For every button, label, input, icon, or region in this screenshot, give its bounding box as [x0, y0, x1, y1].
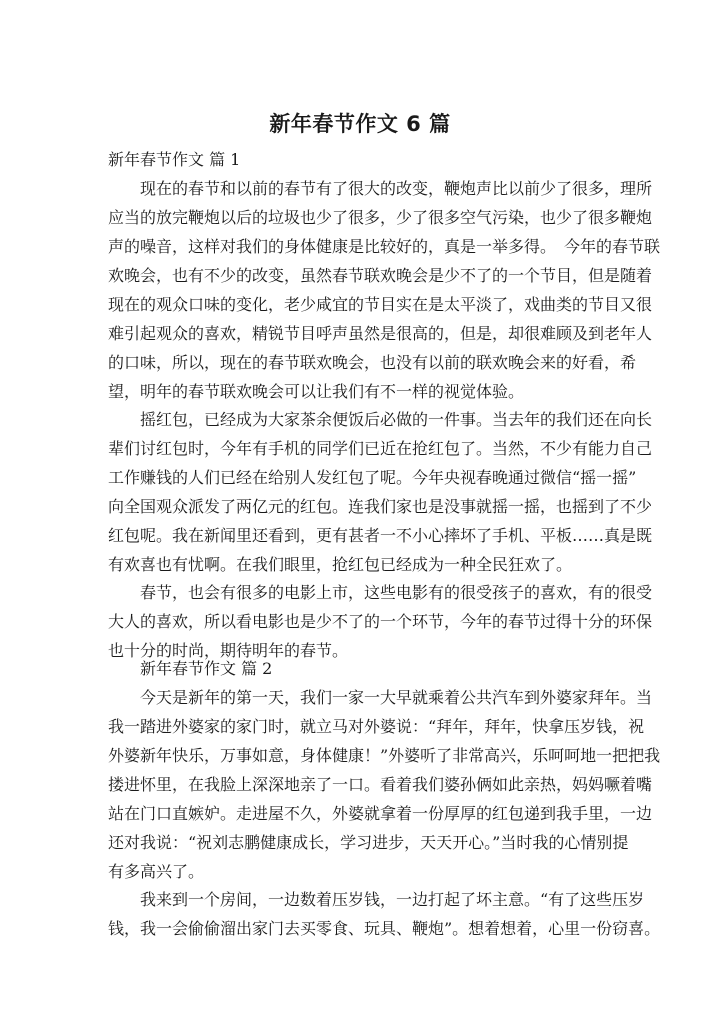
text-line: 今天是新年的第一天，我们一家一大早就乘着公共汽车到外婆家拜年。当	[108, 688, 653, 707]
text-line: 向全国观众派发了两亿元的红包。连我们家也是没事就摇一摇，也摇到了不少	[108, 497, 653, 516]
text-line: 辈们讨红包时，今年有手机的同学们已近在抢红包了。当然，不少有能力自己	[108, 439, 653, 458]
text-line: 声的噪音，这样对我们的身体健康是比较好的，真是一举多得。 今年的春节联	[108, 237, 661, 256]
text-line: 难引起观众的喜欢，精锐节目呼声虽然是很高的，但是，却很难顾及到老年人	[108, 324, 653, 343]
text-line: 应当的放完鞭炮以后的垃圾也少了很多，少了很多空气污染，也少了很多鞭炮	[108, 208, 653, 227]
text-line: 有多高兴了。	[108, 862, 205, 881]
text-line: 现在的春节和以前的春节有了很大的改变，鞭炮声比以前少了很多，理所	[108, 179, 653, 198]
text-line: 欢晚会，也有不少的改变，虽然春节联欢晚会是少不了的一个节目，但是随着	[108, 266, 653, 285]
text-line: 也十分的时尚，期待明年的春节。	[108, 641, 349, 660]
text-line: 站在门口直嫉妒。走进屋不久，外婆就拿着一份厚厚的红包递到我手里，一边	[108, 804, 653, 823]
text-line: 望，明年的春节联欢晚会可以让我们有不一样的视觉体验。	[108, 382, 525, 401]
text-line: 钱，我一会偷偷溜出家门去买零食、玩具、鞭炮”。想着想着，心里一份窃喜。	[108, 919, 661, 938]
text-line: 春节，也会有很多的电影上市，这些电影有的很受孩子的喜欢，有的很受	[108, 583, 653, 602]
paragraph-3	[108, 578, 653, 665]
text-line: 摇红包，已经成为大家茶余便饭后必做的一件事。当去年的我们还在向长	[108, 410, 653, 429]
text-line: 我一踏进外婆家的家门时，就立马对外婆说：“拜年，拜年，快拿压岁钱，祝	[108, 717, 645, 736]
text-line: 工作赚钱的人们已经在给别人发红包了呢。今年央视春晚通过微信“摇一摇”	[108, 468, 637, 487]
text-line: 现在的观众口味的变化，老少咸宜的节目实在是太平淡了，戏曲类的节目又很	[108, 295, 653, 314]
text-line: 我来到一个房间，一边数着压岁钱，一边打起了坏主意。“有了这些压岁	[108, 890, 645, 909]
paragraph-2	[108, 405, 653, 579]
text-line: 的口味，所以，现在的春节联欢晚会，也没有以前的联欢晚会来的好看，希	[108, 353, 637, 372]
paragraph-4	[108, 683, 661, 886]
section-heading-2: 新年春节作文 篇 2	[140, 659, 273, 678]
text-line: 外婆新年快乐，万事如意，身体健康！”外婆听了非常高兴，乐呵呵地一把把我	[108, 746, 661, 765]
text-line: 搂进怀里，在我脸上深深地亲了一口。看着我们婆孙俩如此亲热，妈妈噘着嘴	[108, 775, 653, 794]
paragraph-1	[108, 174, 661, 406]
paragraph-5	[108, 885, 661, 943]
section-heading-1: 新年春节作文 篇 1	[108, 150, 241, 169]
text-line: 大人的喜欢，所以看电影也是少不了的一个环节，今年的春节过得十分的环保	[108, 612, 653, 631]
document-title: 新年春节作文 6 篇	[269, 112, 451, 136]
text-line: 还对我说：“祝刘志鹏健康成长，学习进步，天天开心。”当时我的心情别提	[108, 833, 629, 852]
text-line: 有欢喜也有忧啊。在我们眼里，抢红包已经成为一种全民狂欢了。	[108, 555, 573, 574]
text-line: 红包呢。我在新闻里还看到，更有甚者一不小心摔坏了手机、平板……真是既	[108, 526, 653, 545]
